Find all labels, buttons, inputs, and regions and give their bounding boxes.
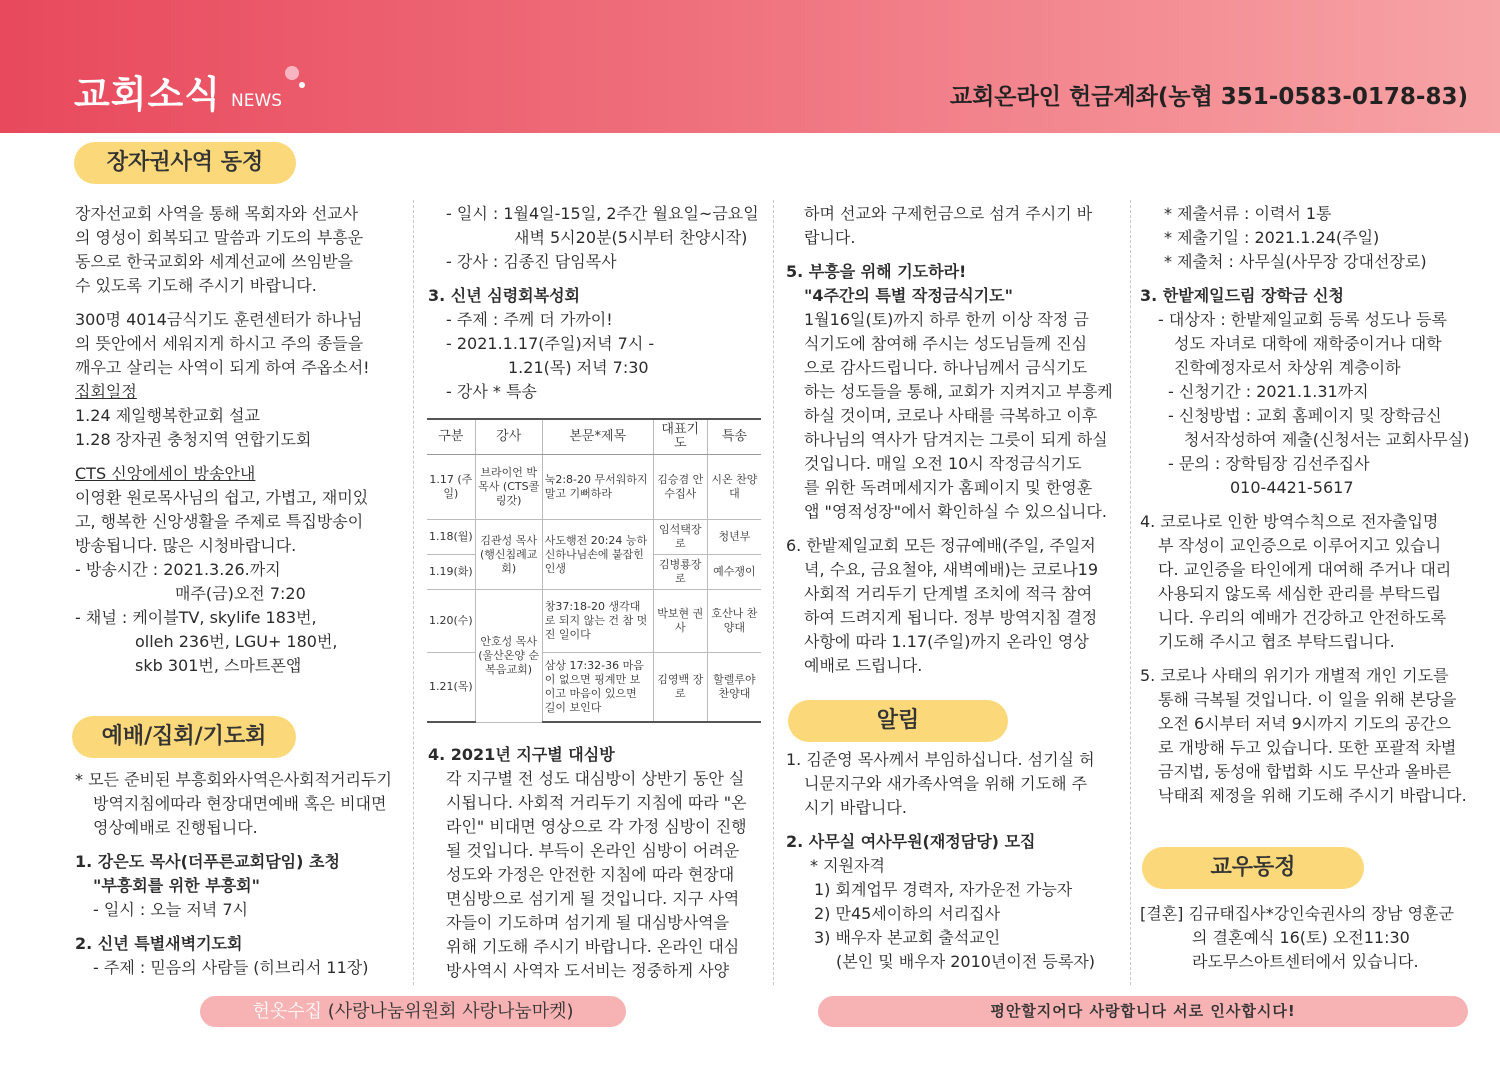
banner-highlight: 헌옷수집 <box>252 1001 323 1022</box>
broadcast-channel: - 채널 : 케이블TV, skylife 183번, <box>75 608 317 627</box>
item-subtitle: "부흥회를 위한 부흥회" <box>93 876 260 895</box>
text-line: 의 영성이 회복되고 말씀과 기도의 부흥운 <box>75 228 364 247</box>
decor-dot-icon <box>285 66 299 80</box>
text-line: 1) 회계업무 경력자, 자가운전 가능자 <box>814 880 1073 899</box>
page-subtitle: NEWS <box>231 91 283 111</box>
notice-section <box>786 748 1126 974</box>
text-line: 성도와 가정은 안전한 지침에 따라 현장대 <box>446 865 735 884</box>
text-line: 영상예배로 진행됩니다. <box>93 818 258 837</box>
table-cell: 삼상 17:32-36 마음이 없으면 핑계만 보이고 마음이 있으면 길이 보인다 <box>542 653 653 723</box>
page-title: 교회소식 <box>74 73 221 116</box>
text-line: - 신청방법 : 교회 홈페이지 및 장학금신 <box>1168 406 1442 425</box>
table-cell: 김승겸 안수집사 <box>653 455 707 520</box>
table-row <box>427 520 761 555</box>
phone-number: 010-4421-5617 <box>1230 478 1354 497</box>
text-line: 사회적 거리두기 단계별 조치에 적극 참여 <box>804 584 1093 603</box>
section-worship-heading: 예배/집회/기도회 <box>72 716 296 758</box>
text-line: - 주제 : 주께 더 가까이! <box>446 310 613 329</box>
text-line: 랍니다. <box>804 228 856 247</box>
column-header: 대표기도 <box>653 419 707 455</box>
table-cell: 1.20(수) <box>427 590 475 653</box>
text-line: 1.21(목) 저녁 7:30 <box>508 358 649 377</box>
text-line: 성도 자녀로 대학에 재학중이거나 대학 <box>1174 334 1442 353</box>
table-cell: 임석택장로 <box>653 520 707 555</box>
text-line: 동으로 한국교회와 세계선교에 쓰임받을 <box>75 252 354 271</box>
text-line: 6. 한밭제일교회 모든 정규예배(주일, 주일저 <box>786 536 1096 555</box>
cts-broadcast-title: CTS 신앙에세이 방송안내 <box>75 464 256 483</box>
text-line: 부 작성이 교인증으로 이루어지고 있습니 <box>1158 536 1442 555</box>
text-line: 1월16일(토)까지 하루 한끼 이상 작정 금 <box>804 310 1089 329</box>
table-row <box>427 455 761 520</box>
text-line: 라인" 비대면 영상으로 각 가정 심방이 진행 <box>446 817 747 836</box>
item-title: 2. 신년 특별새벽기도회 <box>75 934 243 953</box>
column-header: 구분 <box>427 419 475 455</box>
item-subtitle: "4주간의 특별 작정금식기도" <box>804 286 1013 305</box>
text-line: 니다. 우리의 예배가 건강하고 안전하도록 <box>1158 608 1447 627</box>
table-cell: 브라이언 박목사 (CTS콜링갓) <box>475 455 542 520</box>
text-line: - 강사 * 특송 <box>446 382 537 401</box>
table-cell: 예수쟁이 <box>707 555 761 590</box>
text-line: * 제출서류 : 이력서 1통 <box>1164 204 1332 223</box>
meeting-schedule-title: 집회일정 <box>75 382 137 401</box>
table-cell: 청년부 <box>707 520 761 555</box>
table-cell: 김관성 목사 (행신침례교회) <box>475 520 542 590</box>
text-line: 5. 코로나 사태의 위기가 개별적 개인 기도를 <box>1140 666 1449 685</box>
text-line: 1. 김준영 목사께서 부임하십니다. 섬기실 허 <box>786 750 1095 769</box>
text-line: * 제출처 : 사무실(사무장 강대선장로) <box>1164 252 1427 271</box>
section-notice-heading: 알림 <box>788 700 1008 742</box>
worship-section <box>75 768 410 980</box>
table-cell: 사도행전 20:24 능하신하나님손에 붙잡힌 인생 <box>542 520 653 590</box>
text-line: 면심방으로 섬기게 될 것입니다. 지구 사역 <box>446 889 740 908</box>
text-line: * 모든 준비된 부흥회와사역은사회적거리두기 <box>75 770 392 789</box>
table-cell: 1.18(월) <box>427 520 475 555</box>
text-line: 될 것입니다. 부득이 온라인 심방이 어려운 <box>446 841 740 860</box>
table-row <box>427 590 761 653</box>
table-cell: 박보현 권사 <box>653 590 707 653</box>
text-line: 사항에 따라 1.17(주일)까지 온라인 영상 <box>804 632 1089 651</box>
decor-dot-small-icon <box>299 82 305 88</box>
text-line: 방송됩니다. 많은 시청바랍니다. <box>75 536 297 555</box>
table-header-row <box>427 419 761 455</box>
clothing-collection-banner <box>200 996 626 1027</box>
table-cell: 김병룡장로 <box>653 555 707 590</box>
text-line: - 주제 : 믿음의 사람들 (히브리서 11장) <box>93 958 369 977</box>
text-line: * 지원자격 <box>810 856 885 875</box>
text-line: 방역지침에따라 현장대면예배 혹은 비대면 <box>93 794 387 813</box>
table-cell: 할렐루야 찬양대 <box>707 653 761 723</box>
text-line: 고, 행복한 신앙생활을 주제로 특집방송이 <box>75 512 364 531</box>
text-line: 각 지구별 전 성도 대심방이 상반기 동안 실 <box>446 769 745 788</box>
text-line: 식기도에 참여해 주시는 성도님들께 진심 <box>804 334 1088 353</box>
item-title: 1. 강은도 목사(더푸른교회담임) 초청 <box>75 852 340 871</box>
broadcast-time: 매주(금)오전 7:20 <box>175 584 306 603</box>
text-line: - 일시 : 오늘 저녁 7시 <box>93 900 248 919</box>
text-line: 위해 기도해 주시기 바랍니다. 온라인 대심 <box>446 937 740 956</box>
text-line: - 신청기간 : 2021.1.31까지 <box>1168 382 1369 401</box>
text-line: 3) 배우자 본교회 출석교인 <box>814 928 1001 947</box>
column-header: 본문*제목 <box>542 419 653 455</box>
column-divider <box>773 200 774 985</box>
text-line: 시됩니다. 사회적 거리두기 지침에 따라 "온 <box>446 793 747 812</box>
table-cell: 눅2:8-20 무서워하지 말고 기뻐하라 <box>542 455 653 520</box>
item-title: 4. 2021년 지구별 대심방 <box>428 745 615 764</box>
text-line: 새벽 5시20분(5시부터 찬양시작) <box>514 228 748 247</box>
text-line: 사용되지 않도록 세심한 관리를 부탁드립 <box>1158 584 1442 603</box>
text-line: 다. 교인증을 타인에게 대여해 주거나 대리 <box>1158 560 1452 579</box>
text-line: 를 위한 독려메세지가 홈페이지 및 한영훈 <box>804 478 1093 497</box>
prayer-section <box>786 202 1126 678</box>
text-line: 의 결혼예식 16(토) 오전11:30 <box>1192 928 1410 947</box>
text-line: - 대상자 : 한밭제일교회 등록 성도나 등록 <box>1158 310 1447 329</box>
table-cell: 창37:18-20 생각대로 되지 않는 건 참 멋진 일이다 <box>542 590 653 653</box>
table-cell: 호산나 찬양대 <box>707 590 761 653</box>
text-line: [결혼] 김규태집사*강인숙권사의 장남 영훈군 <box>1140 904 1454 923</box>
table-cell: 1.17 (주일) <box>427 455 475 520</box>
section-members-heading: 교우동정 <box>1142 847 1364 889</box>
text-line: 예배로 드립니다. <box>804 656 923 675</box>
offering-account: 교회온라인 헌금계좌(농협 351-0583-0178-83) <box>949 84 1468 110</box>
text-line: - 2021.1.17(주일)저녁 7시 - <box>446 334 655 353</box>
broadcast-channel: skb 301번, 스마트폰앱 <box>135 656 302 675</box>
text-line: - 일시 : 1월4일-15일, 2주간 월요일~금요일 <box>446 204 759 223</box>
text-line: 진학예정자로서 차상위 계층이하 <box>1174 358 1401 377</box>
text-line: 금지법, 동성애 합법화 시도 무산과 올바른 <box>1158 762 1452 781</box>
text-line: - 문의 : 장학팀장 김선주집사 <box>1168 454 1370 473</box>
meeting-item: 1.28 장자권 충청지역 연합기도회 <box>75 430 312 449</box>
text-line: 하는 성도들을 통해, 교회가 지켜지고 부흥케 <box>804 382 1113 401</box>
header-banner <box>0 0 1500 133</box>
scholarship-section <box>1140 202 1490 808</box>
revival-schedule-table <box>427 418 761 723</box>
table-cell: 1.21(목) <box>427 653 475 723</box>
text-line: 방사역시 사역자 도서비는 정중하게 사양 <box>446 961 730 980</box>
text-line: 으로 감사드립니다. 하나님께서 금식기도 <box>804 358 1088 377</box>
visitation-section <box>428 743 768 983</box>
text-line: 것입니다. 매일 오전 10시 작정금식기도 <box>804 454 1082 473</box>
text-line: 300명 4014금식기도 훈련센터가 하나님 <box>75 310 363 329</box>
text-line: 하나님의 역사가 담겨지는 그릇이 되게 하실 <box>804 430 1108 449</box>
text-line: * 제출기일 : 2021.1.24(주일) <box>1164 228 1380 247</box>
text-line: 2) 만45세이하의 서리집사 <box>814 904 1001 923</box>
text-line: 수 있도록 기도해 주시기 바랍니다. <box>75 276 317 295</box>
text-line: 하실 것이며, 코로나 사태를 극복하고 이후 <box>804 406 1098 425</box>
broadcast-time: - 방송시간 : 2021.3.26.까지 <box>75 560 281 579</box>
text-line: 4. 코로나로 인한 방역수칙으로 전자출입명 <box>1140 512 1439 531</box>
text-line: 의 뜻안에서 세워지게 하시고 주의 종들을 <box>75 334 364 353</box>
column-divider <box>413 200 414 985</box>
text-line: 낙태죄 제정을 위해 기도해 주시기 바랍니다. <box>1158 786 1467 805</box>
text-line: 하여 드려지게 됩니다. 정부 방역지침 결정 <box>804 608 1098 627</box>
greeting-banner: 평안할지어다 사랑합니다 서로 인사합시다! <box>818 996 1468 1027</box>
item-title: 3. 신년 심령회복성회 <box>428 286 580 305</box>
section-jangja-heading: 장자권사역 동정 <box>74 142 296 184</box>
text-line: 이영환 원로목사님의 쉽고, 가볍고, 재미있 <box>75 488 369 507</box>
text-line: 녁, 수요, 금요철야, 새벽예배)는 코로나19 <box>804 560 1099 579</box>
item-title: 2. 사무실 여사무원(재정담당) 모집 <box>786 832 1036 851</box>
text-line: 앱 "영적성장"에서 확인하실 수 있으십니다. <box>804 502 1107 521</box>
revival-section <box>428 202 768 404</box>
text-line: - 강사 : 김종진 담임목사 <box>446 252 617 271</box>
text-line: 청서작성하여 제출(신청서는 교회사무실) <box>1184 430 1470 449</box>
text-line: 장자선교회 사역을 통해 목회자와 선교사 <box>75 204 359 223</box>
column-header: 특송 <box>707 419 761 455</box>
column-header: 강사 <box>475 419 542 455</box>
text-line: 기도해 주시고 협조 부탁드립니다. <box>1158 632 1395 651</box>
text-line: 로 개방해 두고 있습니다. 또한 포괄적 차별 <box>1158 738 1457 757</box>
table-cell: 안호성 목사 (울산온양 순복음교회) <box>475 590 542 723</box>
item-title: 3. 한밭제일드림 장학금 신청 <box>1140 286 1344 305</box>
meeting-item: 1.24 제일행복한교회 설교 <box>75 406 260 425</box>
item-title: 5. 부흥을 위해 기도하라! <box>786 262 967 281</box>
text-line: 깨우고 살리는 사역이 되게 하여 주옵소서! <box>75 358 370 377</box>
wedding-section <box>1140 902 1490 974</box>
column-divider <box>1130 200 1131 985</box>
text-line: 시기 바랍니다. <box>804 798 907 817</box>
table-cell: 1.19(화) <box>427 555 475 590</box>
text-line: 자들이 기도하며 섬기게 될 대심방사역을 <box>446 913 730 932</box>
text-line: 하며 선교와 구제헌금으로 섬겨 주시기 바 <box>804 204 1093 223</box>
jangja-section <box>75 202 405 678</box>
text-line: (본인 및 배우자 2010년이전 등록자) <box>836 952 1096 971</box>
text-line: 니문지구와 새가족사역을 위해 기도해 주 <box>804 774 1088 793</box>
text-line: 라도무스아트센터에서 있습니다. <box>1192 952 1419 971</box>
broadcast-channel: olleh 236번, LGU+ 180번, <box>135 632 338 651</box>
table-cell: 시온 찬양대 <box>707 455 761 520</box>
text-line: 오전 6시부터 저녁 9시까지 기도의 공간으 <box>1158 714 1452 733</box>
table-cell: 김영백 장로 <box>653 653 707 723</box>
text-line: 통해 극복될 것입니다. 이 일을 위해 본당을 <box>1158 690 1457 709</box>
banner-text: (사랑나눔위원회 사랑나눔마켓) <box>322 1001 574 1022</box>
